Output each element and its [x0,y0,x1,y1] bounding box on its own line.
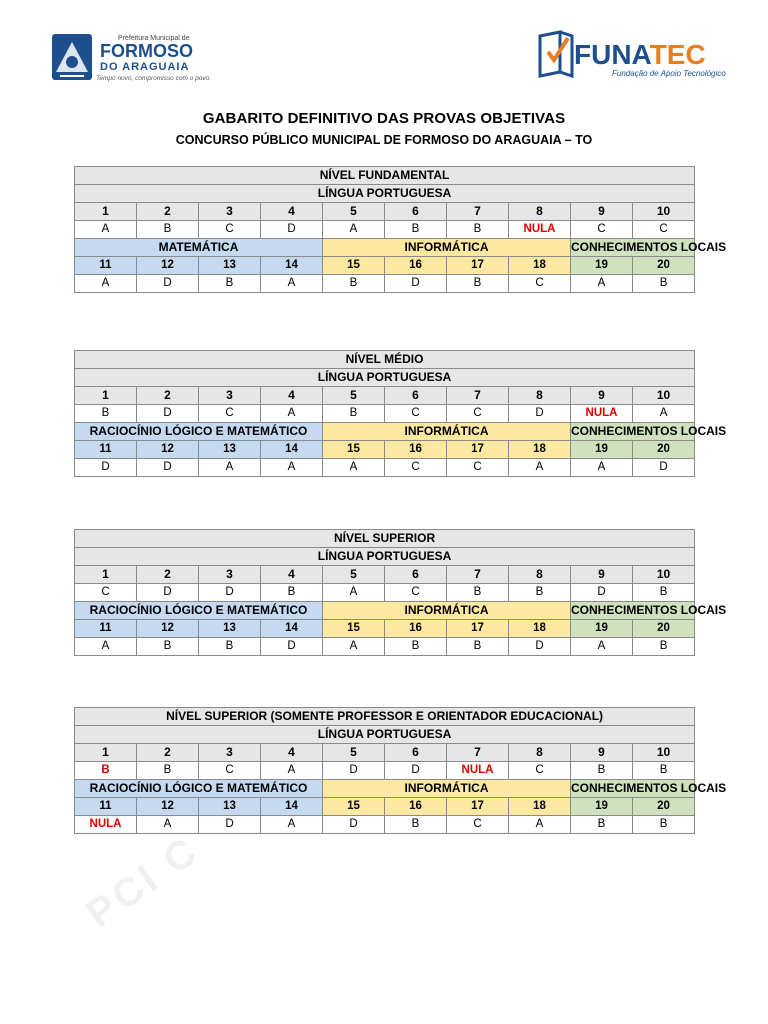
answer-cell: C [571,221,633,239]
answer-cell: B [137,638,199,656]
question-number: 2 [137,387,199,405]
answer-row [75,405,695,423]
answer-cell: B [75,762,137,780]
question-number: 8 [509,387,571,405]
answer-cell: A [75,275,137,293]
answer-cell: C [447,405,509,423]
answer-cell: NULA [75,816,137,834]
answer-cell: A [75,638,137,656]
question-number: 3 [199,387,261,405]
answer-cell: C [447,459,509,477]
question-number: 15 [323,441,385,459]
question-number: 20 [633,620,695,638]
subject-group-row [75,780,695,798]
answer-cell: B [385,221,447,239]
answer-cell: D [261,221,323,239]
answer-cell: D [509,638,571,656]
answer-cell: A [323,459,385,477]
question-number: 1 [75,387,137,405]
question-number-row [75,441,695,459]
funatec-logo [536,26,726,82]
question-number: 10 [633,387,695,405]
answer-cell: B [447,221,509,239]
question-number: 3 [199,744,261,762]
question-number: 12 [137,257,199,275]
answer-row [75,584,695,602]
answer-cell: D [385,275,447,293]
question-number: 15 [323,257,385,275]
question-number-row [75,387,695,405]
answer-cell: B [137,221,199,239]
answer-cell: C [199,221,261,239]
question-number: 7 [447,566,509,584]
answer-cell: B [633,275,695,293]
subject-group-row [75,239,695,257]
answer-cell: A [199,459,261,477]
answer-key-table-medio [74,350,727,477]
question-number-row [75,566,695,584]
question-number: 2 [137,203,199,221]
question-number: 1 [75,744,137,762]
formoso-logo [52,32,222,82]
question-number: 14 [261,798,323,816]
question-number: 4 [261,387,323,405]
question-number: 20 [633,441,695,459]
answer-cell: B [199,638,261,656]
question-number: 10 [633,203,695,221]
answer-cell: D [199,816,261,834]
subject-conhecimentos-locais: CONHECIMENTOS LOCAIS [571,780,695,798]
answer-cell: B [323,275,385,293]
answer-cell: A [261,816,323,834]
question-number: 16 [385,798,447,816]
document-titles [0,110,768,147]
answer-cell: C [199,405,261,423]
answer-cell: B [199,275,261,293]
subject-conhecimentos-locais: CONHECIMENTOS LOCAIS [571,423,695,441]
question-number: 18 [509,257,571,275]
svg-text:Fundação de Apoio Tecnológico: Fundação de Apoio Tecnológico [612,69,726,78]
answer-row [75,762,695,780]
question-number: 19 [571,257,633,275]
question-number: 7 [447,203,509,221]
question-number: 14 [261,257,323,275]
svg-text:DO ARAGUAIA: DO ARAGUAIA [100,61,190,73]
question-number: 19 [571,798,633,816]
question-number: 17 [447,620,509,638]
question-number: 16 [385,441,447,459]
answer-cell: A [571,638,633,656]
answer-cell: D [385,762,447,780]
answer-cell: A [323,221,385,239]
question-number: 12 [137,798,199,816]
question-number: 9 [571,566,633,584]
question-number: 1 [75,566,137,584]
answer-cell: D [509,405,571,423]
subject-portuguese: LÍNGUA PORTUGUESA [75,185,695,203]
subject-math: RACIOCÍNIO LÓGICO E MATEMÁTICO [75,423,323,441]
subject-informatica: INFORMÁTICA [323,602,571,620]
subject-header-row [75,548,695,566]
answer-cell: B [633,762,695,780]
answer-cell: B [571,816,633,834]
question-number: 10 [633,744,695,762]
question-number: 5 [323,566,385,584]
question-number: 5 [323,387,385,405]
question-number: 11 [75,798,137,816]
question-number: 12 [137,620,199,638]
answer-cell: A [633,405,695,423]
answer-cell: D [633,459,695,477]
answer-cell: A [137,816,199,834]
answer-cell: C [447,816,509,834]
answer-key-table-superior-professor [74,707,727,834]
question-number: 9 [571,203,633,221]
answer-row [75,459,695,477]
answer-cell: B [571,762,633,780]
question-number: 11 [75,441,137,459]
answer-cell: C [385,584,447,602]
answer-row [75,816,695,834]
question-number: 8 [509,566,571,584]
question-number-row [75,620,695,638]
answer-cell: C [509,275,571,293]
question-number-row [75,257,695,275]
answer-cell: B [75,405,137,423]
question-number: 14 [261,441,323,459]
question-number: 6 [385,566,447,584]
question-number: 6 [385,203,447,221]
answer-cell: A [323,638,385,656]
answer-cell: D [137,584,199,602]
question-number: 18 [509,441,571,459]
subject-header-row [75,185,695,203]
answer-cell: A [261,459,323,477]
answer-cell: B [509,584,571,602]
answer-cell: NULA [447,762,509,780]
answer-cell: B [633,816,695,834]
subject-portuguese: LÍNGUA PORTUGUESA [75,369,695,387]
question-number: 2 [137,744,199,762]
answer-key-table-superior [74,529,727,656]
answer-cell: B [261,584,323,602]
question-number: 5 [323,203,385,221]
question-number: 15 [323,798,385,816]
answer-cell: B [447,638,509,656]
level-title: NÍVEL SUPERIOR (SOMENTE PROFESSOR E ORIENTADOR EDUCACIONAL) [75,708,695,726]
subject-portuguese: LÍNGUA PORTUGUESA [75,548,695,566]
subject-group-row [75,423,695,441]
question-number-row [75,798,695,816]
question-number: 13 [199,798,261,816]
answer-cell: A [323,584,385,602]
level-title: NÍVEL SUPERIOR [75,530,695,548]
answer-cell: B [385,816,447,834]
document-title: GABARITO DEFINITIVO DAS PROVAS OBJETIVAS [202,110,566,127]
answer-cell: D [261,638,323,656]
answer-cell: D [199,584,261,602]
question-number: 16 [385,620,447,638]
subject-math: RACIOCÍNIO LÓGICO E MATEMÁTICO [75,780,323,798]
question-number: 17 [447,798,509,816]
question-number: 13 [199,441,261,459]
question-number: 5 [323,744,385,762]
question-number: 15 [323,620,385,638]
answer-cell: C [385,459,447,477]
question-number: 3 [199,566,261,584]
answer-cell: A [509,816,571,834]
level-header-row [75,351,695,369]
question-number: 13 [199,257,261,275]
checkmark-icon [548,38,568,60]
answer-cell: C [509,762,571,780]
question-number: 4 [261,744,323,762]
question-number: 16 [385,257,447,275]
watermark: PCI C [78,827,208,937]
answer-cell: A [261,762,323,780]
answer-row [75,221,695,239]
answer-cell: C [199,762,261,780]
answer-cell: D [137,405,199,423]
svg-text:Tempo novo, compromisso com o: Tempo novo, compromisso com o povo. [96,75,212,82]
level-header-row [75,167,695,185]
answer-cell: D [571,584,633,602]
level-header-row [75,708,695,726]
answer-cell: B [137,762,199,780]
answer-cell: B [385,638,447,656]
question-number: 17 [447,441,509,459]
question-number: 8 [509,744,571,762]
answer-cell: D [137,275,199,293]
question-number: 19 [571,620,633,638]
answer-cell: A [75,221,137,239]
svg-text:FORMOSO: FORMOSO [100,41,193,61]
question-number: 20 [633,257,695,275]
answer-cell: C [75,584,137,602]
answer-cell: B [447,275,509,293]
subject-informatica: INFORMÁTICA [323,423,571,441]
level-title: NÍVEL FUNDAMENTAL [75,167,695,185]
svg-text:Prefeitura Municipal de: Prefeitura Municipal de [118,35,190,42]
question-number: 6 [385,387,447,405]
answer-cell: B [447,584,509,602]
answer-row [75,275,695,293]
question-number: 11 [75,620,137,638]
question-number: 19 [571,441,633,459]
subject-group-row [75,602,695,620]
answer-cell: A [571,459,633,477]
subject-header-row [75,726,695,744]
document-subtitle: CONCURSO PÚBLICO MUNICIPAL DE FORMOSO DO ARAGUAIA – TO [175,133,593,147]
subject-portuguese: LÍNGUA PORTUGUESA [75,726,695,744]
answer-cell: A [509,459,571,477]
question-number: 18 [509,798,571,816]
subject-conhecimentos-locais: CONHECIMENTOS LOCAIS [571,602,695,620]
answer-cell: D [323,762,385,780]
answer-key-table-fundamental [74,166,727,293]
answer-cell: D [323,816,385,834]
question-number-row [75,203,695,221]
question-number: 20 [633,798,695,816]
answer-cell: A [571,275,633,293]
answer-cell: D [75,459,137,477]
answer-cell: NULA [571,405,633,423]
subject-informatica: INFORMÁTICA [323,780,571,798]
level-header-row [75,530,695,548]
answer-row [75,638,695,656]
svg-text:FUNATEC: FUNATEC [574,39,706,70]
answer-cell: B [633,584,695,602]
answer-cell: D [137,459,199,477]
subject-informatica: INFORMÁTICA [323,239,571,257]
question-number: 4 [261,566,323,584]
question-number: 18 [509,620,571,638]
question-number: 13 [199,620,261,638]
answer-cell: B [633,638,695,656]
question-number: 17 [447,257,509,275]
question-number: 2 [137,566,199,584]
question-number: 1 [75,203,137,221]
question-number: 11 [75,257,137,275]
question-number: 14 [261,620,323,638]
question-number: 7 [447,387,509,405]
question-number: 9 [571,744,633,762]
answer-cell: C [633,221,695,239]
answer-cell: NULA [509,221,571,239]
answer-cell: A [261,405,323,423]
question-number: 3 [199,203,261,221]
answer-cell: C [385,405,447,423]
question-number: 9 [571,387,633,405]
subject-math: MATEMÁTICA [75,239,323,257]
question-number: 6 [385,744,447,762]
subject-math: RACIOCÍNIO LÓGICO E MATEMÁTICO [75,602,323,620]
answer-cell: B [323,405,385,423]
question-number: 4 [261,203,323,221]
level-title: NÍVEL MÉDIO [75,351,695,369]
answer-cell: A [261,275,323,293]
subject-header-row [75,369,695,387]
question-number: 7 [447,744,509,762]
question-number: 10 [633,566,695,584]
question-number-row [75,744,695,762]
question-number: 12 [137,441,199,459]
subject-conhecimentos-locais: CONHECIMENTOS LOCAIS [571,239,695,257]
question-number: 8 [509,203,571,221]
